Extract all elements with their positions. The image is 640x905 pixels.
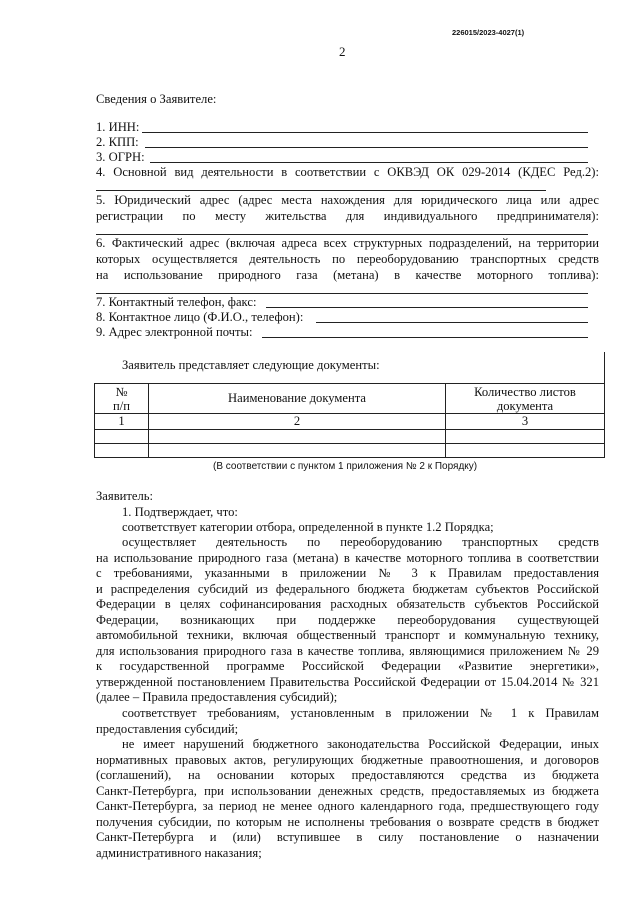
paragraph-line: Федерации в целях софинансирования расходных обязательств субъектов Российской bbox=[96, 597, 599, 611]
paragraph-line: для использования природного газа в качестве топлива, являющимися приложением № 29 bbox=[96, 643, 599, 658]
phone-label: 7. Контактный телефон, факс: bbox=[96, 295, 257, 309]
paragraph-line: и распределения субсидий из федерального бюджета бюджетам субъектов Российской bbox=[96, 581, 599, 596]
paragraph-line: Санкт-Петербурга, за период не менее одного календарного года, предшествующего году bbox=[96, 799, 599, 813]
table-header-row bbox=[95, 384, 605, 414]
paragraph-line: с требованиями, указанными в приложении № 3 к Правилам предоставления bbox=[96, 566, 599, 580]
col-count-header: Количество листов документа bbox=[446, 384, 605, 414]
col-name-header: Наименование документа bbox=[149, 384, 446, 414]
table-cell[interactable] bbox=[446, 430, 605, 444]
paragraph-line: предоставления субсидий; bbox=[96, 721, 239, 736]
contact-person-field-line bbox=[316, 322, 588, 323]
table-cell[interactable] bbox=[149, 444, 446, 458]
table-number-row bbox=[95, 414, 605, 430]
paragraph-line: не имеет нарушений бюджетного законодательства Российской Федерации, иных bbox=[122, 737, 599, 751]
inn-label: 1. ИНН: bbox=[96, 120, 140, 134]
email-field-line bbox=[262, 337, 588, 338]
declaration-title: Заявитель: bbox=[96, 489, 153, 503]
paragraph-line: административного наказания; bbox=[96, 845, 262, 860]
okved-label: 4. Основной вид деятельности в соответствии с ОКВЭД ОК 029-2014 (КДЕС Ред.2): bbox=[96, 165, 599, 179]
table-row bbox=[95, 444, 605, 458]
paragraph-line: осуществляет деятельность по переоборудованию транспортных средств bbox=[122, 535, 599, 549]
num-cell-1: 1 bbox=[95, 414, 149, 430]
table-cell[interactable] bbox=[95, 444, 149, 458]
document-number: 226015/2023-4027(1) bbox=[452, 28, 525, 37]
paragraph-line: автомобильной техники, включая общественный транспорт и коммунальную технику, bbox=[96, 628, 599, 642]
paragraph-line: Санкт-Петербурга, при использовании денежных средств, предоставляемых из бюджета bbox=[96, 783, 599, 798]
ogrn-label: 3. ОГРН: bbox=[96, 150, 145, 164]
actual-address-field-line bbox=[96, 293, 588, 294]
num-cell-2: 2 bbox=[149, 414, 446, 430]
page-number: 2 bbox=[339, 44, 346, 59]
table-cell[interactable] bbox=[95, 430, 149, 444]
okved-field-line bbox=[96, 190, 546, 191]
actual-address-label-1: 6. Фактический адрес (включая адреса всех структурных подразделений, на территории bbox=[96, 236, 599, 250]
col-num-header: № п/п bbox=[95, 384, 149, 414]
declaration-paragraph-1: соответствует категории отбора, определенной в пункте 1.2 Порядка; bbox=[122, 520, 494, 534]
kpp-field-line bbox=[145, 147, 588, 148]
inn-field-line bbox=[142, 132, 588, 133]
paragraph-line: (далее – Правила предоставления субсидий); bbox=[96, 690, 338, 704]
table-cell[interactable] bbox=[446, 444, 605, 458]
table-side-line bbox=[604, 352, 605, 384]
legal-address-label-1: 5. Юридический адрес (адрес места нахождения для юридического лица или адрес bbox=[96, 193, 599, 207]
paragraph-line: к государственной программе Российской Федерации «Развитие энергетики», bbox=[96, 659, 599, 673]
actual-address-label-2: которых осуществляется деятельность по переоборудованию транспортных средств bbox=[96, 252, 599, 266]
paragraph-line: получения субсидии, по которым не исполнены требования о возврате средств в бюджет bbox=[96, 814, 599, 829]
paragraph-line: на использование природного газа (метана) в качестве моторного топлива в соответствии bbox=[96, 550, 599, 565]
kpp-label: 2. КПП: bbox=[96, 135, 139, 149]
actual-address-label-3: на использование природного газа (метана) в качестве моторного топлива): bbox=[96, 268, 599, 282]
email-label: 9. Адрес электронной почты: bbox=[96, 325, 253, 339]
ogrn-field-line bbox=[150, 162, 588, 163]
table-row bbox=[95, 430, 605, 444]
paragraph-line: нормативных правовых актов, регулирующих бюджетные правоотношения, и договоров bbox=[96, 752, 599, 767]
paragraph-line: утвержденной постановлением Правительства Российской Федерации от 15.04.2014 № 321 bbox=[96, 674, 599, 689]
documents-intro: Заявитель представляет следующие документы: bbox=[122, 358, 380, 372]
paragraph-line: Федерации, возникающих при поддержке переоборудования существующей bbox=[96, 612, 599, 627]
paragraph-line: Санкт-Петербурга и (или) вступившее в силу постановление о назначении bbox=[96, 830, 599, 844]
paragraph-line: (соглашений), на основании которых предоставляются средства из бюджета bbox=[96, 768, 599, 782]
declaration-item-1: 1. Подтверждает, что: bbox=[122, 505, 238, 519]
legal-address-label-2: регистрации по месту жительства для индивидуального предпринимателя): bbox=[96, 209, 599, 223]
legal-address-field-line bbox=[96, 234, 588, 235]
phone-field-line bbox=[266, 307, 588, 308]
applicant-info-title: Сведения о Заявителе: bbox=[96, 92, 217, 106]
paragraph-line: соответствует требованиям, установленным в приложении № 1 к Правилам bbox=[122, 706, 599, 720]
num-cell-3: 3 bbox=[446, 414, 605, 430]
documents-table bbox=[94, 383, 605, 458]
table-cell[interactable] bbox=[149, 430, 446, 444]
table-note: (В соответствии с пунктом 1 приложения № 2 к Порядку) bbox=[213, 461, 478, 472]
contact-person-label: 8. Контактное лицо (Ф.И.О., телефон): bbox=[96, 310, 304, 324]
